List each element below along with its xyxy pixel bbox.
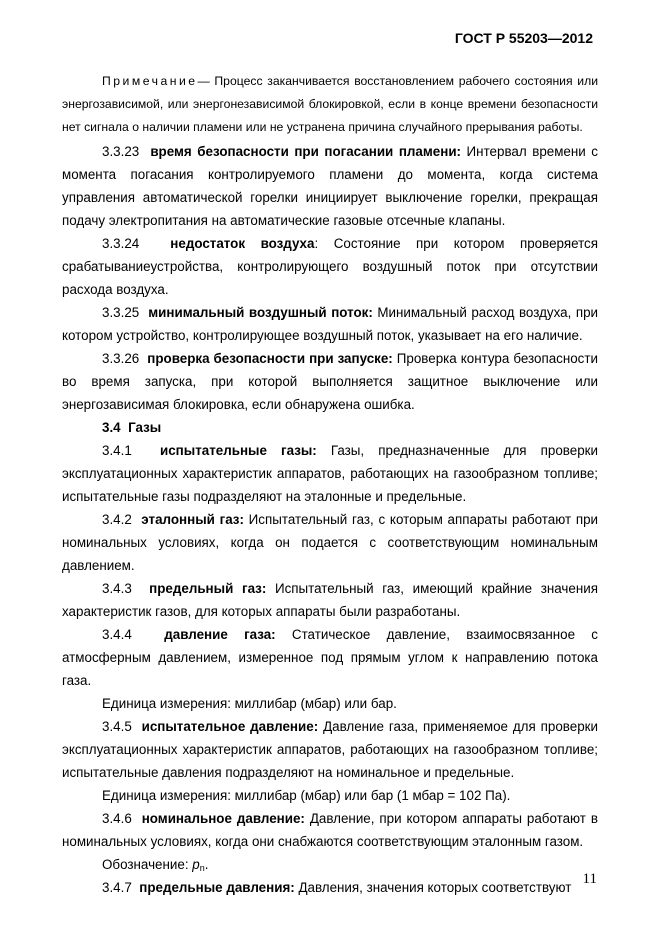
section-title: Газы [128,420,162,435]
note-text: — Процесс заканчивается восстановлением рабочего состояния или энергозависимой, или энергонезависимой блокировкой, если в конце времени безопасности нет сигнала о наличии пламени или не устранена причина случайного прерывания работы. [62,74,598,134]
clause-text: Давление, при котором аппараты работают в номинальных условиях, когда они снабжаются соответствующим эталонным газом. [62,811,598,849]
designation-subscript: n [199,863,205,873]
clause-term: предельные давления: [139,880,295,895]
clause-term: давление газа: [164,627,276,642]
clause-3-4-5 [62,715,598,784]
clause-3-4-4 [62,623,598,692]
clause-text: Испытательный газ, имеющий крайние значения характеристик газов, для которых аппараты были разработаны. [62,581,598,619]
clause-number: 3.3.23 [102,144,140,159]
clause-3-3-24 [62,232,598,301]
designation-end: . [204,857,209,872]
clause-term: проверка безопасности при запуске: [147,351,393,366]
unit-note-2: Единица измерения: миллибар (мбар) или бар (1 мбар = 102 Па). [102,788,511,803]
document-header: ГОСТ Р 55203—2012 [454,30,593,46]
clause-3-4-2 [62,508,598,577]
section-number: 3.4 [102,420,121,435]
note-label: Примечание [102,74,198,88]
clause-term: предельный газ: [149,581,267,596]
page-number: 11 [582,871,597,887]
clause-term: недостаток воздуха [170,236,315,251]
designation-symbol: p [192,857,200,872]
clause-3-4-7 [62,876,598,899]
clause-number: 3.4.7 [102,880,132,895]
designation-label: Обозначение: [102,857,193,872]
clause-number: 3.4.6 [102,811,132,826]
clause-text: Газы, предназначенные для проверки эксплуатационных характеристик аппаратов, работающих на газообразном топливе; испытательные газы подразделяют на эталонные и предельные. [62,443,598,504]
clause-number: 3.3.26 [102,351,140,366]
section-heading [62,416,598,439]
clause-text: Испытательный газ, с которым аппараты работают при номинальных условиях, когда он подается с соответствующим номинальным давлением. [62,512,598,573]
clause-text: : Состояние при котором проверяется срабатываниеустройства, контролирующего воздушный поток при отсутствии расхода воздуха. [62,236,599,297]
page-body [62,70,598,899]
clause-number: 3.4.4 [102,627,132,642]
clause-3-3-26 [62,347,598,416]
clause-text: Проверка контура безопасности во время запуска, при которой выполняется защитное выключение или энергозависимая блокировка, если обнаружена ошибка. [62,351,598,412]
clause-number: 3.4.1 [102,443,132,458]
clause-term: испытательные газы: [160,443,317,458]
clause-3-4-1 [62,439,598,508]
clause-text: Давление газа, применяемое для проверки эксплуатационных характеристик аппаратов, работающих на газообразном топливе; испытательные давления подразделяют на номинальное и предельные. [62,719,598,780]
clause-number: 3.4.2 [102,512,132,527]
clause-text: Интервал времени с момента погасания контролируемого пламени до момента, когда система управления автоматической горелки инициирует выключение горелки, прекращая подачу электропитания на автоматические газовые отсечные клапаны. [62,144,598,228]
clause-number: 3.4.5 [102,719,132,734]
clause-term: номинальное давление: [141,811,305,826]
clause-term: время безопасности при погасании пламени: [150,144,462,159]
designation [62,853,598,876]
clause-number: 3.3.24 [102,236,140,251]
clause-3-3-23 [62,140,598,232]
note [62,70,598,139]
clause-term: испытательное давление: [141,719,319,734]
clause-term: эталонный газ: [141,512,244,527]
clause-number: 3.4.3 [102,581,132,596]
clause-number: 3.3.25 [102,305,140,320]
clause-text: Минимальный расход воздуха, при котором устройство, контролирующее воздушный поток, указывает на его наличие. [62,305,598,343]
clause-3-4-6 [62,807,598,853]
clause-text: Давления, значения которых соответствуют [294,880,572,895]
clause-3-4-3 [62,577,598,623]
clause-3-3-25 [62,301,598,347]
clause-term: минимальный воздушный поток: [148,305,373,320]
clause-text: Статическое давление, взаимосвязанное с атмосферным давлением, измеренное под прямым углом к направлению потока газа. [62,627,598,688]
unit-note-1: Единица измерения: миллибар (мбар) или бар. [102,696,397,711]
